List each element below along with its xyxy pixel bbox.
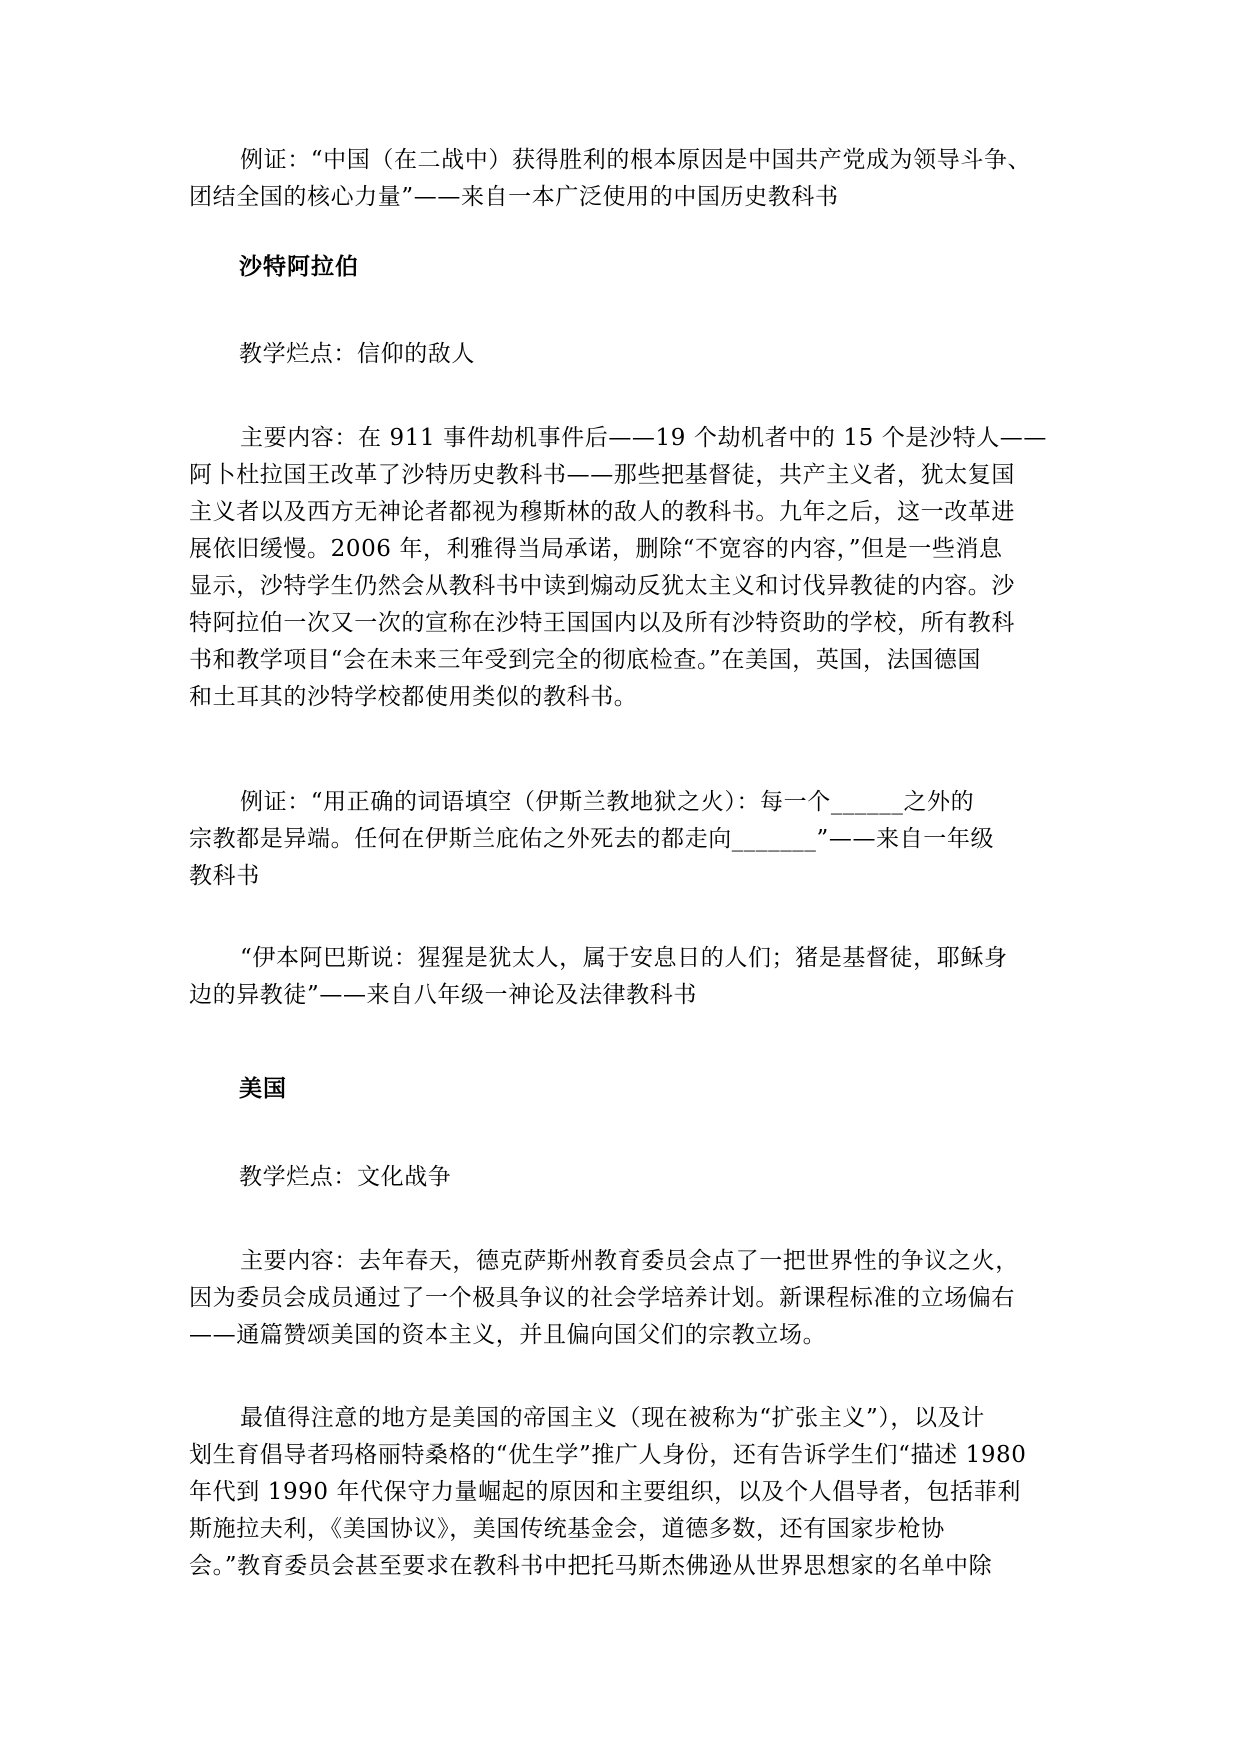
- paragraph-line: 教科书: [189, 863, 260, 889]
- section-heading-usa: 美国: [239, 1076, 287, 1102]
- usa-notable-paragraph: [189, 1400, 1069, 1585]
- paragraph-line: 最值得注意的地方是美国的帝国主义（现在被称为“扩张主义”），以及计: [240, 1405, 985, 1431]
- paragraph-line: 书和教学项目“会在未来三年受到完全的彻底检查。”在美国，英国，法国德国: [189, 647, 982, 673]
- paragraph-line: ——通篇赞颂美国的资本主义，并且偏向国父们的宗教立场。: [189, 1322, 827, 1348]
- saudi-main-paragraph: [189, 420, 1069, 716]
- paragraph-line: 会。”教育委员会甚至要求在教科书中把托马斯杰佛逊从世界思想家的名单中除: [189, 1553, 993, 1579]
- usa-focus-line: 教学烂点：文化战争: [239, 1164, 452, 1190]
- paragraph-line: 宗教都是异端。任何在伊斯兰庇佑之外死去的都走向_______”——来自一年级: [189, 826, 995, 852]
- usa-main-paragraph: [189, 1243, 1069, 1354]
- paragraph-line: 边的异教徒”——来自八年级一神论及法律教科书: [189, 982, 697, 1008]
- paragraph-line: 斯施拉夫利，《美国协议》，美国传统基金会，道德多数，还有国家步枪协: [189, 1516, 945, 1542]
- paragraph-line: “伊本阿巴斯说：猩猩是犹太人，属于安息日的人们；猪是基督徒，耶稣身: [240, 945, 1008, 971]
- paragraph-line: 因为委员会成员通过了一个极具争议的社会学培养计划。新课程标准的立场偏右: [189, 1285, 1015, 1311]
- paragraph-line: 展依旧缓慢。2006 年，利雅得当局承诺，删除“不宽容的内容，”但是一些消息: [189, 536, 1003, 562]
- paragraph-line: 阿卜杜拉国王改革了沙特历史教科书——那些把基督徒，共产主义者，犹太复国: [189, 462, 1015, 488]
- saudi-example-1-paragraph: [189, 784, 1069, 895]
- china-example-paragraph: [189, 142, 1069, 216]
- saudi-focus-line: 教学烂点：信仰的敌人: [239, 341, 475, 367]
- section-heading-saudi: 沙特阿拉伯: [239, 254, 359, 280]
- paragraph-line: 主要内容：在 911 事件劫机事件后——19 个劫机者中的 15 个是沙特人——: [240, 425, 1047, 451]
- paragraph-line: 例证：“用正确的词语填空（伊斯兰教地狱之火）：每一个______之外的: [240, 789, 975, 815]
- paragraph-line: 例证：“中国（在二战中）获得胜利的根本原因是中国共产党成为领导斗争、: [240, 147, 1032, 173]
- paragraph-line: 特阿拉伯一次又一次的宣称在沙特王国国内以及所有沙特资助的学校，所有教科: [189, 610, 1015, 636]
- paragraph-line: 划生育倡导者玛格丽特桑格的“优生学”推广人身份，还有告诉学生们“描述 1980: [189, 1442, 1027, 1468]
- paragraph-line: 和土耳其的沙特学校都使用类似的教科书。: [189, 684, 638, 710]
- paragraph-line: 主要内容：去年春天，德克萨斯州教育委员会点了一把世界性的争议之火，: [240, 1248, 1019, 1274]
- paragraph-line: 团结全国的核心力量”——来自一本广泛使用的中国历史教科书: [189, 184, 839, 210]
- paragraph-line: 显示，沙特学生仍然会从教科书中读到煽动反犹太主义和讨伐异教徒的内容。沙: [189, 573, 1015, 599]
- paragraph-line: 年代到 1990 年代保守力量崛起的原因和主要组织，以及个人倡导者，包括菲利: [189, 1479, 1021, 1505]
- saudi-example-2-paragraph: [189, 940, 1069, 1014]
- paragraph-line: 主义者以及西方无神论者都视为穆斯林的敌人的教科书。九年之后，这一改革进: [189, 499, 1015, 525]
